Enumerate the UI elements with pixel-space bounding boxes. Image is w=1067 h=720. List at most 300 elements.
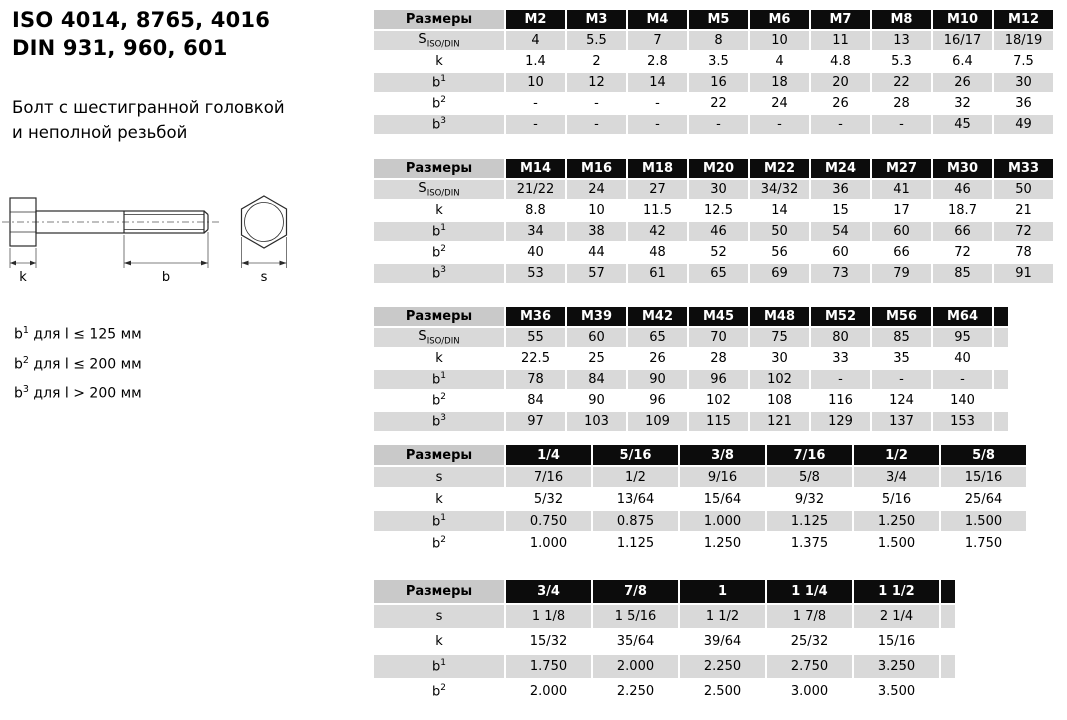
value-cell: 14 xyxy=(750,201,809,220)
size-column-header: M39 xyxy=(567,307,626,326)
size-column-header: M8 xyxy=(872,10,931,29)
size-column-header: M52 xyxy=(811,307,870,326)
size-column-header: 3/4 xyxy=(506,580,591,603)
row-label: $S_{ISO/DIN}$ xyxy=(374,31,504,50)
subtitle-line-2: и неполной резьбой xyxy=(12,123,188,142)
row-label: $b^3$ xyxy=(374,264,504,283)
value-cell: 15/32 xyxy=(506,630,591,653)
size-column-header: M16 xyxy=(567,159,626,178)
dimensions-column-header: Размеры xyxy=(374,159,504,178)
size-column-header: M45 xyxy=(689,307,748,326)
value-cell: 65 xyxy=(689,264,748,283)
value-cell: 56 xyxy=(750,243,809,262)
table-row xyxy=(374,605,955,628)
table-row xyxy=(374,655,955,678)
table-row xyxy=(374,391,1008,410)
value-cell: 34/32 xyxy=(750,180,809,199)
metric-table-m14-m33 xyxy=(372,157,1055,285)
value-cell: 65 xyxy=(628,328,687,347)
title-din-line: DIN 931, 960, 601 xyxy=(12,36,228,60)
size-column-header: M22 xyxy=(750,159,809,178)
value-cell: 7 xyxy=(628,31,687,50)
value-cell: 102 xyxy=(689,391,748,410)
value-cell: 91 xyxy=(994,264,1053,283)
value-cell: 2 xyxy=(567,52,626,71)
value-cell: 35 xyxy=(872,349,931,368)
row-label: k xyxy=(374,630,504,653)
value-cell: 109 xyxy=(628,412,687,431)
value-cell: 61 xyxy=(628,264,687,283)
value-cell: 108 xyxy=(750,391,809,410)
size-column-header: M33 xyxy=(994,159,1053,178)
value-cell: 8.8 xyxy=(506,201,565,220)
value-cell: 2.000 xyxy=(593,655,678,678)
value-cell: 30 xyxy=(994,73,1053,92)
value-cell: - xyxy=(567,115,626,134)
size-column-header: M42 xyxy=(628,307,687,326)
value-cell: 2.250 xyxy=(680,655,765,678)
table-row xyxy=(374,467,1026,487)
value-cell: - xyxy=(567,94,626,113)
value-cell: 2.500 xyxy=(680,680,765,703)
size-column-header: 7/8 xyxy=(593,580,678,603)
table-row xyxy=(374,412,1008,431)
value-cell: 54 xyxy=(811,222,870,241)
row-label: $b^2$ xyxy=(374,94,504,113)
value-cell: 140 xyxy=(933,391,992,410)
row-label: $b^2$ xyxy=(374,680,504,703)
value-cell: - xyxy=(811,370,870,389)
table-row xyxy=(374,180,1053,199)
size-column-header: M20 xyxy=(689,159,748,178)
value-cell: 42 xyxy=(628,222,687,241)
value-cell: 2.750 xyxy=(767,655,852,678)
value-cell: 57 xyxy=(567,264,626,283)
note-line: $b^3$ для l > 200 мм xyxy=(14,384,142,402)
size-column-header: M36 xyxy=(506,307,565,326)
value-cell: 10 xyxy=(750,31,809,50)
value-cell: 72 xyxy=(933,243,992,262)
value-cell: 3.000 xyxy=(767,680,852,703)
size-column-header: M4 xyxy=(628,10,687,29)
empty-cell xyxy=(994,412,1008,431)
dimension-k-label: k xyxy=(19,270,27,285)
value-cell: 50 xyxy=(750,222,809,241)
table-row xyxy=(374,630,955,653)
value-cell: 1.125 xyxy=(767,511,852,531)
size-column-header: 1 1/4 xyxy=(767,580,852,603)
value-cell: - xyxy=(872,370,931,389)
value-cell: - xyxy=(933,370,992,389)
value-cell: 16/17 xyxy=(933,31,992,50)
size-column-header: M6 xyxy=(750,10,809,29)
value-cell: 15/16 xyxy=(854,630,939,653)
inch-table-threequarters-to-oneandhalf xyxy=(372,578,957,705)
empty-header-cell xyxy=(994,307,1008,326)
value-cell: 39/64 xyxy=(680,630,765,653)
value-cell: 40 xyxy=(933,349,992,368)
value-cell: 1 7/8 xyxy=(767,605,852,628)
value-cell: 45 xyxy=(933,115,992,134)
table-row xyxy=(374,370,1008,389)
table-row xyxy=(374,264,1053,283)
dimensions-column-header: Размеры xyxy=(374,307,504,326)
value-cell: 153 xyxy=(933,412,992,431)
value-cell: 46 xyxy=(933,180,992,199)
empty-cell xyxy=(941,605,955,628)
table-row xyxy=(374,511,1026,531)
value-cell: - xyxy=(628,115,687,134)
value-cell: 97 xyxy=(506,412,565,431)
title-iso-line: ISO 4014, 8765, 4016 xyxy=(12,8,271,32)
value-cell: 18/19 xyxy=(994,31,1053,50)
value-cell: 1 1/2 xyxy=(680,605,765,628)
value-cell: 33 xyxy=(811,349,870,368)
value-cell: 48 xyxy=(628,243,687,262)
value-cell: 13/64 xyxy=(593,489,678,509)
value-cell: 32 xyxy=(933,94,992,113)
value-cell: 18 xyxy=(750,73,809,92)
bolt-technical-drawing xyxy=(2,186,322,291)
value-cell: 18.7 xyxy=(933,201,992,220)
empty-cell xyxy=(941,680,955,703)
row-label: s xyxy=(374,467,504,487)
value-cell: 66 xyxy=(933,222,992,241)
value-cell: 15 xyxy=(811,201,870,220)
value-cell: 28 xyxy=(689,349,748,368)
empty-header-cell xyxy=(941,580,955,603)
notes xyxy=(14,318,142,407)
value-cell: 78 xyxy=(994,243,1053,262)
value-cell: 5/16 xyxy=(854,489,939,509)
row-label: k xyxy=(374,201,504,220)
value-cell: - xyxy=(506,115,565,134)
value-cell: 30 xyxy=(750,349,809,368)
value-cell: 46 xyxy=(689,222,748,241)
value-cell: 26 xyxy=(811,94,870,113)
value-cell: 95 xyxy=(933,328,992,347)
size-column-header: 5/8 xyxy=(941,445,1026,465)
value-cell: 14 xyxy=(628,73,687,92)
value-cell: 44 xyxy=(567,243,626,262)
value-cell: 116 xyxy=(811,391,870,410)
metric-table-m2-m12 xyxy=(372,8,1055,136)
value-cell: 96 xyxy=(628,391,687,410)
value-cell: 40 xyxy=(506,243,565,262)
value-cell: 69 xyxy=(750,264,809,283)
value-cell: 73 xyxy=(811,264,870,283)
value-cell: 3.250 xyxy=(854,655,939,678)
size-column-header: 1/2 xyxy=(854,445,939,465)
size-column-header: 5/16 xyxy=(593,445,678,465)
value-cell: 1.750 xyxy=(941,533,1026,553)
row-label: $S_{ISO/DIN}$ xyxy=(374,328,504,347)
value-cell: 36 xyxy=(994,94,1053,113)
value-cell: 5.3 xyxy=(872,52,931,71)
table-row xyxy=(374,31,1053,50)
size-column-header: M18 xyxy=(628,159,687,178)
value-cell: 75 xyxy=(750,328,809,347)
size-column-header: M24 xyxy=(811,159,870,178)
size-column-header: M27 xyxy=(872,159,931,178)
note-line: $b^2$ для l ≤ 200 мм xyxy=(14,354,142,373)
value-cell: 1.000 xyxy=(680,511,765,531)
value-cell: 1.125 xyxy=(593,533,678,553)
size-column-header: M2 xyxy=(506,10,565,29)
value-cell: 26 xyxy=(628,349,687,368)
value-cell: - xyxy=(750,115,809,134)
row-label: $b^1$ xyxy=(374,222,504,241)
value-cell: 0.750 xyxy=(506,511,591,531)
size-column-header: M64 xyxy=(933,307,992,326)
value-cell: 4 xyxy=(750,52,809,71)
value-cell: 1/2 xyxy=(593,467,678,487)
value-cell: 10 xyxy=(506,73,565,92)
value-cell: 1.500 xyxy=(854,533,939,553)
value-cell: 90 xyxy=(628,370,687,389)
value-cell: 9/32 xyxy=(767,489,852,509)
row-label: $b^3$ xyxy=(374,115,504,134)
dimension-b xyxy=(124,232,208,285)
value-cell: 115 xyxy=(689,412,748,431)
size-column-header: M56 xyxy=(872,307,931,326)
value-cell: 129 xyxy=(811,412,870,431)
value-cell: 17 xyxy=(872,201,931,220)
value-cell: 1.250 xyxy=(680,533,765,553)
value-cell: 28 xyxy=(872,94,931,113)
value-cell: 96 xyxy=(689,370,748,389)
value-cell: 13 xyxy=(872,31,931,50)
size-column-header: M3 xyxy=(567,10,626,29)
inch-table-quarter-to-fiveeighths xyxy=(372,443,1028,555)
table-row xyxy=(374,680,955,703)
value-cell: 52 xyxy=(689,243,748,262)
size-column-header: M5 xyxy=(689,10,748,29)
value-cell: 84 xyxy=(567,370,626,389)
value-cell: 1.250 xyxy=(854,511,939,531)
value-cell: 30 xyxy=(689,180,748,199)
row-label: $b^2$ xyxy=(374,391,504,410)
value-cell: 25/64 xyxy=(941,489,1026,509)
value-cell: 66 xyxy=(872,243,931,262)
empty-cell xyxy=(994,370,1008,389)
empty-cell xyxy=(941,655,955,678)
value-cell: 0.875 xyxy=(593,511,678,531)
value-cell: 60 xyxy=(811,243,870,262)
note-line: $b^1$ для l ≤ 125 мм xyxy=(14,325,142,343)
value-cell: 20 xyxy=(811,73,870,92)
subtitle xyxy=(12,95,364,145)
value-cell: 3.5 xyxy=(689,52,748,71)
size-column-header: M7 xyxy=(811,10,870,29)
dimensions-column-header: Размеры xyxy=(374,580,504,603)
size-column-header: M10 xyxy=(933,10,992,29)
table-row xyxy=(374,222,1053,241)
value-cell: 78 xyxy=(506,370,565,389)
size-column-header: M48 xyxy=(750,307,809,326)
row-label: $b^1$ xyxy=(374,511,504,531)
value-cell: 4.8 xyxy=(811,52,870,71)
table-row xyxy=(374,201,1053,220)
value-cell: 21 xyxy=(994,201,1053,220)
value-cell: 7.5 xyxy=(994,52,1053,71)
row-label: k xyxy=(374,52,504,71)
metric-table-m36-m64 xyxy=(372,305,1010,433)
value-cell: 1 5/16 xyxy=(593,605,678,628)
size-column-header: M30 xyxy=(933,159,992,178)
value-cell: - xyxy=(689,115,748,134)
value-cell: 26 xyxy=(933,73,992,92)
row-label: s xyxy=(374,605,504,628)
row-label: $b^1$ xyxy=(374,370,504,389)
value-cell: 1.750 xyxy=(506,655,591,678)
empty-cell xyxy=(994,349,1008,368)
value-cell: 124 xyxy=(872,391,931,410)
value-cell: 35/64 xyxy=(593,630,678,653)
value-cell: 72 xyxy=(994,222,1053,241)
size-column-header: 7/16 xyxy=(767,445,852,465)
value-cell: 8 xyxy=(689,31,748,50)
value-cell: 1.375 xyxy=(767,533,852,553)
value-cell: 1.000 xyxy=(506,533,591,553)
value-cell: 70 xyxy=(689,328,748,347)
table-row xyxy=(374,533,1026,553)
row-label: $S_{ISO/DIN}$ xyxy=(374,180,504,199)
bolt-drawing-svg xyxy=(2,186,322,291)
size-column-header: M14 xyxy=(506,159,565,178)
row-label: $b^2$ xyxy=(374,533,504,553)
table-row xyxy=(374,243,1053,262)
value-cell: 25 xyxy=(567,349,626,368)
value-cell: 85 xyxy=(872,328,931,347)
value-cell: 1 1/8 xyxy=(506,605,591,628)
dimension-s-label: s xyxy=(260,270,268,285)
table-row xyxy=(374,489,1026,509)
value-cell: 34 xyxy=(506,222,565,241)
value-cell: 27 xyxy=(628,180,687,199)
value-cell: 41 xyxy=(872,180,931,199)
row-label: $b^1$ xyxy=(374,73,504,92)
row-label: k xyxy=(374,489,504,509)
value-cell: 2.000 xyxy=(506,680,591,703)
row-label: $b^3$ xyxy=(374,412,504,431)
bolt-hex-view xyxy=(242,196,287,248)
value-cell: 12.5 xyxy=(689,201,748,220)
left-panel xyxy=(12,6,364,145)
size-column-header: M12 xyxy=(994,10,1053,29)
value-cell: 22.5 xyxy=(506,349,565,368)
dimension-k xyxy=(10,248,36,285)
value-cell: 5.5 xyxy=(567,31,626,50)
value-cell: 5/32 xyxy=(506,489,591,509)
value-cell: 1.500 xyxy=(941,511,1026,531)
value-cell: 2.8 xyxy=(628,52,687,71)
value-cell: 2 1/4 xyxy=(854,605,939,628)
table-header-row xyxy=(374,159,1053,178)
value-cell: 4 xyxy=(506,31,565,50)
value-cell: 1.4 xyxy=(506,52,565,71)
value-cell: 60 xyxy=(872,222,931,241)
value-cell: 55 xyxy=(506,328,565,347)
value-cell: 79 xyxy=(872,264,931,283)
empty-cell xyxy=(941,630,955,653)
table-header-row xyxy=(374,307,1008,326)
dimension-b-label: b xyxy=(161,270,171,285)
value-cell: 11.5 xyxy=(628,201,687,220)
value-cell: 9/16 xyxy=(680,467,765,487)
value-cell: 15/16 xyxy=(941,467,1026,487)
value-cell: - xyxy=(628,94,687,113)
value-cell: 25/32 xyxy=(767,630,852,653)
value-cell: 90 xyxy=(567,391,626,410)
value-cell: 137 xyxy=(872,412,931,431)
size-column-header: 1 1/2 xyxy=(854,580,939,603)
value-cell: 22 xyxy=(689,94,748,113)
value-cell: 3.500 xyxy=(854,680,939,703)
value-cell: - xyxy=(506,94,565,113)
value-cell: 5/8 xyxy=(767,467,852,487)
value-cell: 2.250 xyxy=(593,680,678,703)
value-cell: 3/4 xyxy=(854,467,939,487)
row-label: $b^1$ xyxy=(374,655,504,678)
value-cell: 6.4 xyxy=(933,52,992,71)
table-header-row xyxy=(374,445,1026,465)
value-cell: 24 xyxy=(750,94,809,113)
table-row xyxy=(374,115,1053,134)
value-cell: 7/16 xyxy=(506,467,591,487)
value-cell: 10 xyxy=(567,201,626,220)
value-cell: 53 xyxy=(506,264,565,283)
value-cell: 22 xyxy=(872,73,931,92)
value-cell: 36 xyxy=(811,180,870,199)
table-row xyxy=(374,73,1053,92)
subtitle-line-1: Болт с шестигранной головкой xyxy=(12,98,285,117)
value-cell: 85 xyxy=(933,264,992,283)
row-label: $b^2$ xyxy=(374,243,504,262)
dimensions-column-header: Размеры xyxy=(374,445,504,465)
value-cell: 60 xyxy=(567,328,626,347)
value-cell: 12 xyxy=(567,73,626,92)
value-cell: 103 xyxy=(567,412,626,431)
value-cell: 38 xyxy=(567,222,626,241)
value-cell: 84 xyxy=(506,391,565,410)
value-cell: 121 xyxy=(750,412,809,431)
table-row xyxy=(374,349,1008,368)
value-cell: 16 xyxy=(689,73,748,92)
size-column-header: 1 xyxy=(680,580,765,603)
value-cell: 49 xyxy=(994,115,1053,134)
value-cell: 15/64 xyxy=(680,489,765,509)
size-column-header: 1/4 xyxy=(506,445,591,465)
value-cell: - xyxy=(872,115,931,134)
table-row xyxy=(374,94,1053,113)
value-cell: 21/22 xyxy=(506,180,565,199)
empty-cell xyxy=(994,328,1008,347)
table-header-row xyxy=(374,10,1053,29)
value-cell: 80 xyxy=(811,328,870,347)
dimensions-column-header: Размеры xyxy=(374,10,504,29)
tables-panel xyxy=(372,8,1055,705)
value-cell: 102 xyxy=(750,370,809,389)
value-cell: 50 xyxy=(994,180,1053,199)
value-cell: 24 xyxy=(567,180,626,199)
value-cell: 11 xyxy=(811,31,870,50)
table-header-row xyxy=(374,580,955,603)
page-title xyxy=(12,6,364,62)
table-row xyxy=(374,52,1053,71)
empty-cell xyxy=(994,391,1008,410)
size-column-header: 3/8 xyxy=(680,445,765,465)
